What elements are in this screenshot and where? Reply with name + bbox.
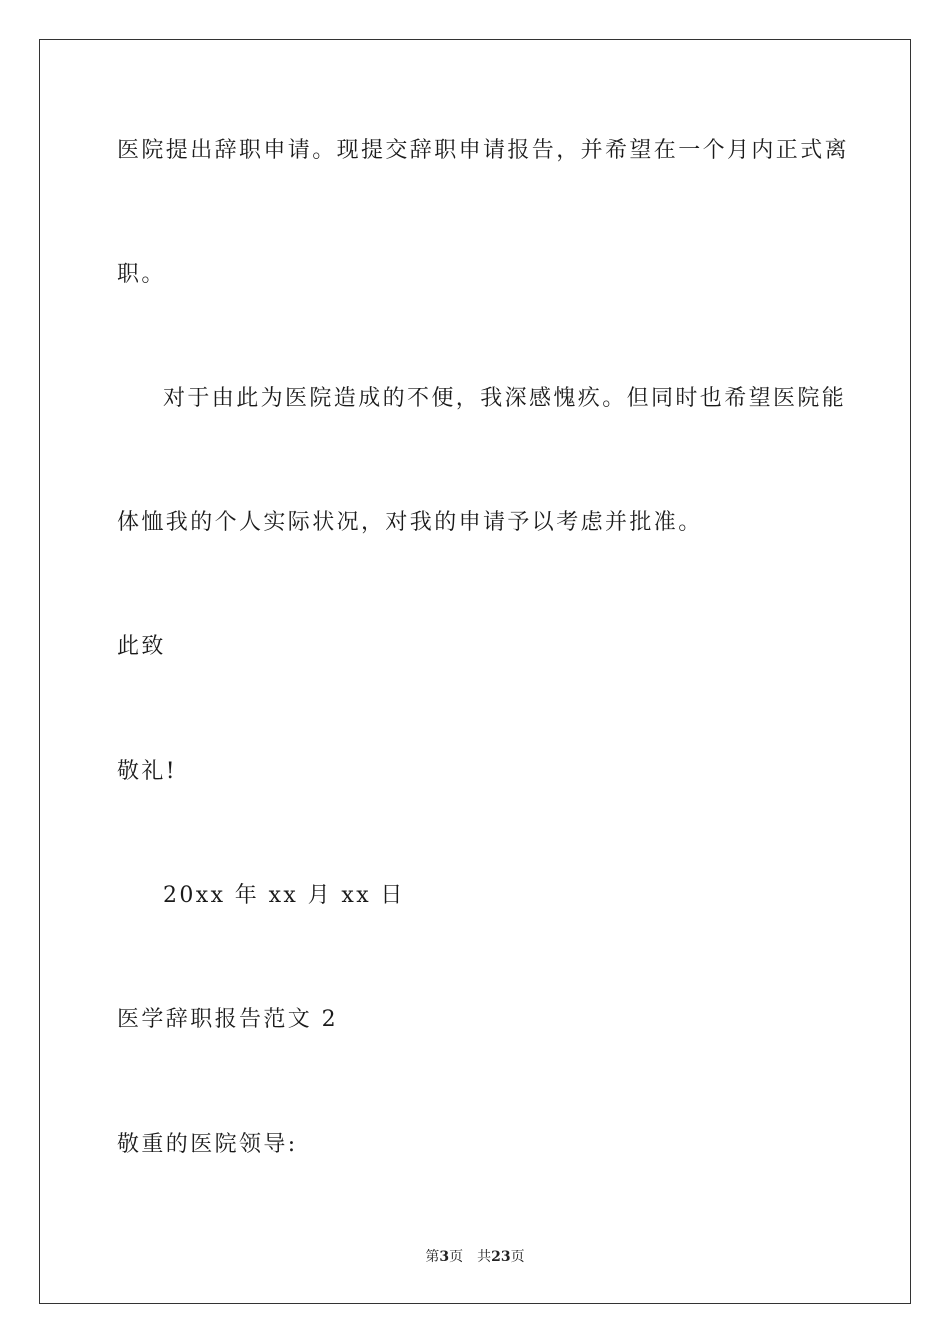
footer-total-pages: 23	[491, 1249, 511, 1265]
body-paragraph-2-line-2: 体恤我的个人实际状况，对我的申请予以考虑并批准。	[117, 510, 703, 535]
footer-page-unit: 页	[449, 1249, 464, 1265]
body-line-2: 职。	[117, 262, 166, 287]
closing-regards: 敬礼!	[117, 759, 178, 784]
page-footer	[0, 1247, 950, 1267]
body-paragraph-2-line-1: 对于由此为医院造成的不便，我深感愧疚。但同时也希望医院能	[163, 386, 847, 411]
closing-salutation: 此致	[117, 634, 166, 659]
footer-total-prefix: 共	[477, 1249, 492, 1265]
footer-total-unit: 页	[510, 1249, 525, 1265]
footer-current-page: 3	[439, 1249, 450, 1265]
body-line-1: 医院提出辞职申请。现提交辞职申请报告，并希望在一个月内正式离	[117, 138, 850, 163]
greeting-line: 敬重的医院领导:	[117, 1132, 298, 1157]
date-line: 20xx 年 xx 月 xx 日	[163, 883, 405, 908]
footer-page-prefix: 第	[425, 1249, 440, 1265]
page-border	[39, 39, 911, 1304]
section-title: 医学辞职报告范文 2	[117, 1007, 338, 1032]
